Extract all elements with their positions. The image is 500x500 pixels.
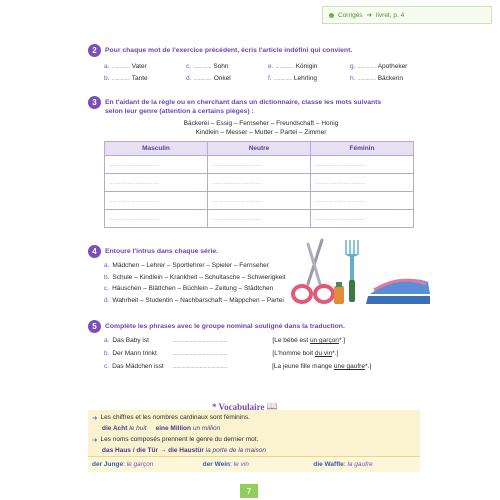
exercise-3-words-2: Kindlein – Messer – Mutter – Partei – Zimmer — [195, 129, 327, 136]
exercise-2-row-1 — [104, 63, 432, 70]
corriges-tag[interactable] — [322, 6, 492, 24]
exercise-2-item[interactable]: c. .............. Sohn — [186, 63, 229, 70]
table-row — [105, 192, 414, 210]
answer-cell[interactable]: .............................. — [311, 192, 414, 210]
exercise-2-item[interactable]: a. .............. Vater — [104, 63, 147, 70]
vocab-example-2: das Haus / die Tür → die Haustür la porte de la maison — [102, 447, 267, 454]
exercise-2-item[interactable]: e. .............. Königin — [268, 63, 318, 70]
vocab-footer — [88, 456, 420, 472]
exercise-2-item[interactable]: f. .............. Lehrling — [268, 75, 318, 82]
answer-cell[interactable]: .............................. — [208, 174, 311, 192]
answer-cell[interactable]: .............................. — [311, 174, 414, 192]
answer-cell[interactable]: .............................. — [208, 210, 311, 228]
stapler-icon — [366, 279, 430, 304]
table-row — [105, 156, 414, 174]
vocab-entry: der Junge: le garçon — [92, 461, 154, 468]
answer-cell[interactable]: .............................. — [105, 174, 208, 192]
answer-cell[interactable]: .............................. — [105, 192, 208, 210]
vocab-rule-1: ➜ Les chiffres et les nombres cardinaux sont féminins. — [92, 414, 250, 422]
list-item[interactable]: b. Schule – Kindlein – Krankheit – Schultasche – Schwierigkeit — [104, 273, 286, 281]
school-supplies-illustration — [290, 236, 440, 308]
answer-cell[interactable]: .............................. — [311, 156, 414, 174]
answer-blank[interactable]: .......................................... — [172, 337, 228, 344]
exercise-2-item[interactable]: d. .............. Onkel — [186, 75, 231, 82]
vocabulary-title: * Vocabulaire 📖 — [212, 401, 278, 412]
corriges-link[interactable]: livret, p. 4 — [376, 11, 405, 19]
exercise-3-instruction-1: En t'aidant de la règle ou en cherchant dans un dictionnaire, classe les mots suivants — [105, 99, 382, 106]
exercise-5-badge: 5 — [88, 320, 101, 333]
sentence-item[interactable]: c. Das Mädchen isst .......................................... [La jeune fille mange une gaufre*.] — [104, 363, 372, 370]
list-item[interactable]: c. Häuschen – Blättchen – Büchlein – Zeitung – Städtchen — [104, 285, 274, 292]
answer-cell[interactable]: .............................. — [311, 210, 414, 228]
exercise-3-instruction-2: selon leur genre (attention à certains pièges) : — [105, 108, 254, 115]
exercise-5-instruction: Complète les phrases avec le groupe nominal souligné dans la traduction. — [105, 323, 345, 330]
arrow-icon: ➜ — [92, 437, 98, 444]
table-row — [105, 174, 414, 192]
answer-cell[interactable]: .............................. — [105, 156, 208, 174]
exercise-2-item[interactable]: g. .............. Apotheker — [350, 63, 408, 70]
exercise-4-instruction: Entoure l'intrus dans chaque série. — [105, 248, 219, 255]
vocab-example-1: die Acht le huit eine Million un million — [102, 425, 221, 432]
bullet-icon — [329, 13, 334, 18]
arrow-icon: ➜ — [92, 415, 98, 422]
sentence-item[interactable]: b. Der Mann trinkt .......................................... [L'homme boit du vin*.] — [104, 350, 339, 357]
book-icon: 📖 — [266, 401, 278, 411]
exercise-2-instruction: Pour chaque mot de l'exercice précédent, écris l'article indéfini qui convient. — [105, 47, 353, 54]
exercise-3-badge: 3 — [88, 96, 101, 109]
exercise-2-badge: 2 — [88, 44, 101, 57]
list-item[interactable]: d. Wahrheit – Studentin – Nachbarschaft – Mäppchen – Partei — [104, 296, 284, 304]
answer-cell[interactable]: .............................. — [208, 192, 311, 210]
answer-blank[interactable]: .......................................... — [172, 363, 227, 370]
vocab-entry: der Wein: le vin — [202, 461, 249, 468]
corriges-label: Corrigés — [338, 11, 363, 19]
answer-cell[interactable]: .............................. — [105, 210, 208, 228]
list-item[interactable]: a. Mädchen – Lehrer – Sportlehrer – Spieler – Fernseher — [104, 262, 269, 269]
gender-table — [104, 141, 414, 228]
vocab-entry: die Waffle: la gaufre — [313, 461, 373, 468]
glue-icon — [334, 282, 344, 304]
asterisk-icon: * — [212, 401, 217, 412]
column-header-feminin: Féminin — [311, 142, 414, 156]
fork-icon — [345, 240, 359, 302]
arrow-icon: ➜ — [366, 12, 373, 19]
sentence-item[interactable]: a. Das Baby ist .......................................... [Le bébé est un garçon*.] — [104, 337, 346, 344]
table-row — [105, 210, 414, 228]
answer-blank[interactable]: .......................................... — [172, 350, 228, 357]
exercise-4-badge: 4 — [88, 245, 101, 258]
exercise-2-item[interactable]: b. .............. Tante — [104, 75, 148, 82]
page-number: 7 — [240, 484, 258, 498]
exercise-3-words-1: Bäckerei – Essig – Fernseher – Freundschaft – Honig — [183, 120, 339, 127]
vocab-rule-2: ➜ Les noms composés prennent le genre du dernier mot. — [92, 436, 259, 444]
exercise-2-item[interactable]: h. .............. Bäckerin — [350, 75, 404, 82]
exercise-2-row-2 — [104, 75, 432, 82]
scissors-icon — [293, 240, 333, 302]
exercise-4-list — [104, 260, 286, 306]
column-header-neutre: Neutre — [208, 142, 311, 156]
answer-cell[interactable]: .............................. — [208, 156, 311, 174]
column-header-masculin: Masculin — [105, 142, 208, 156]
